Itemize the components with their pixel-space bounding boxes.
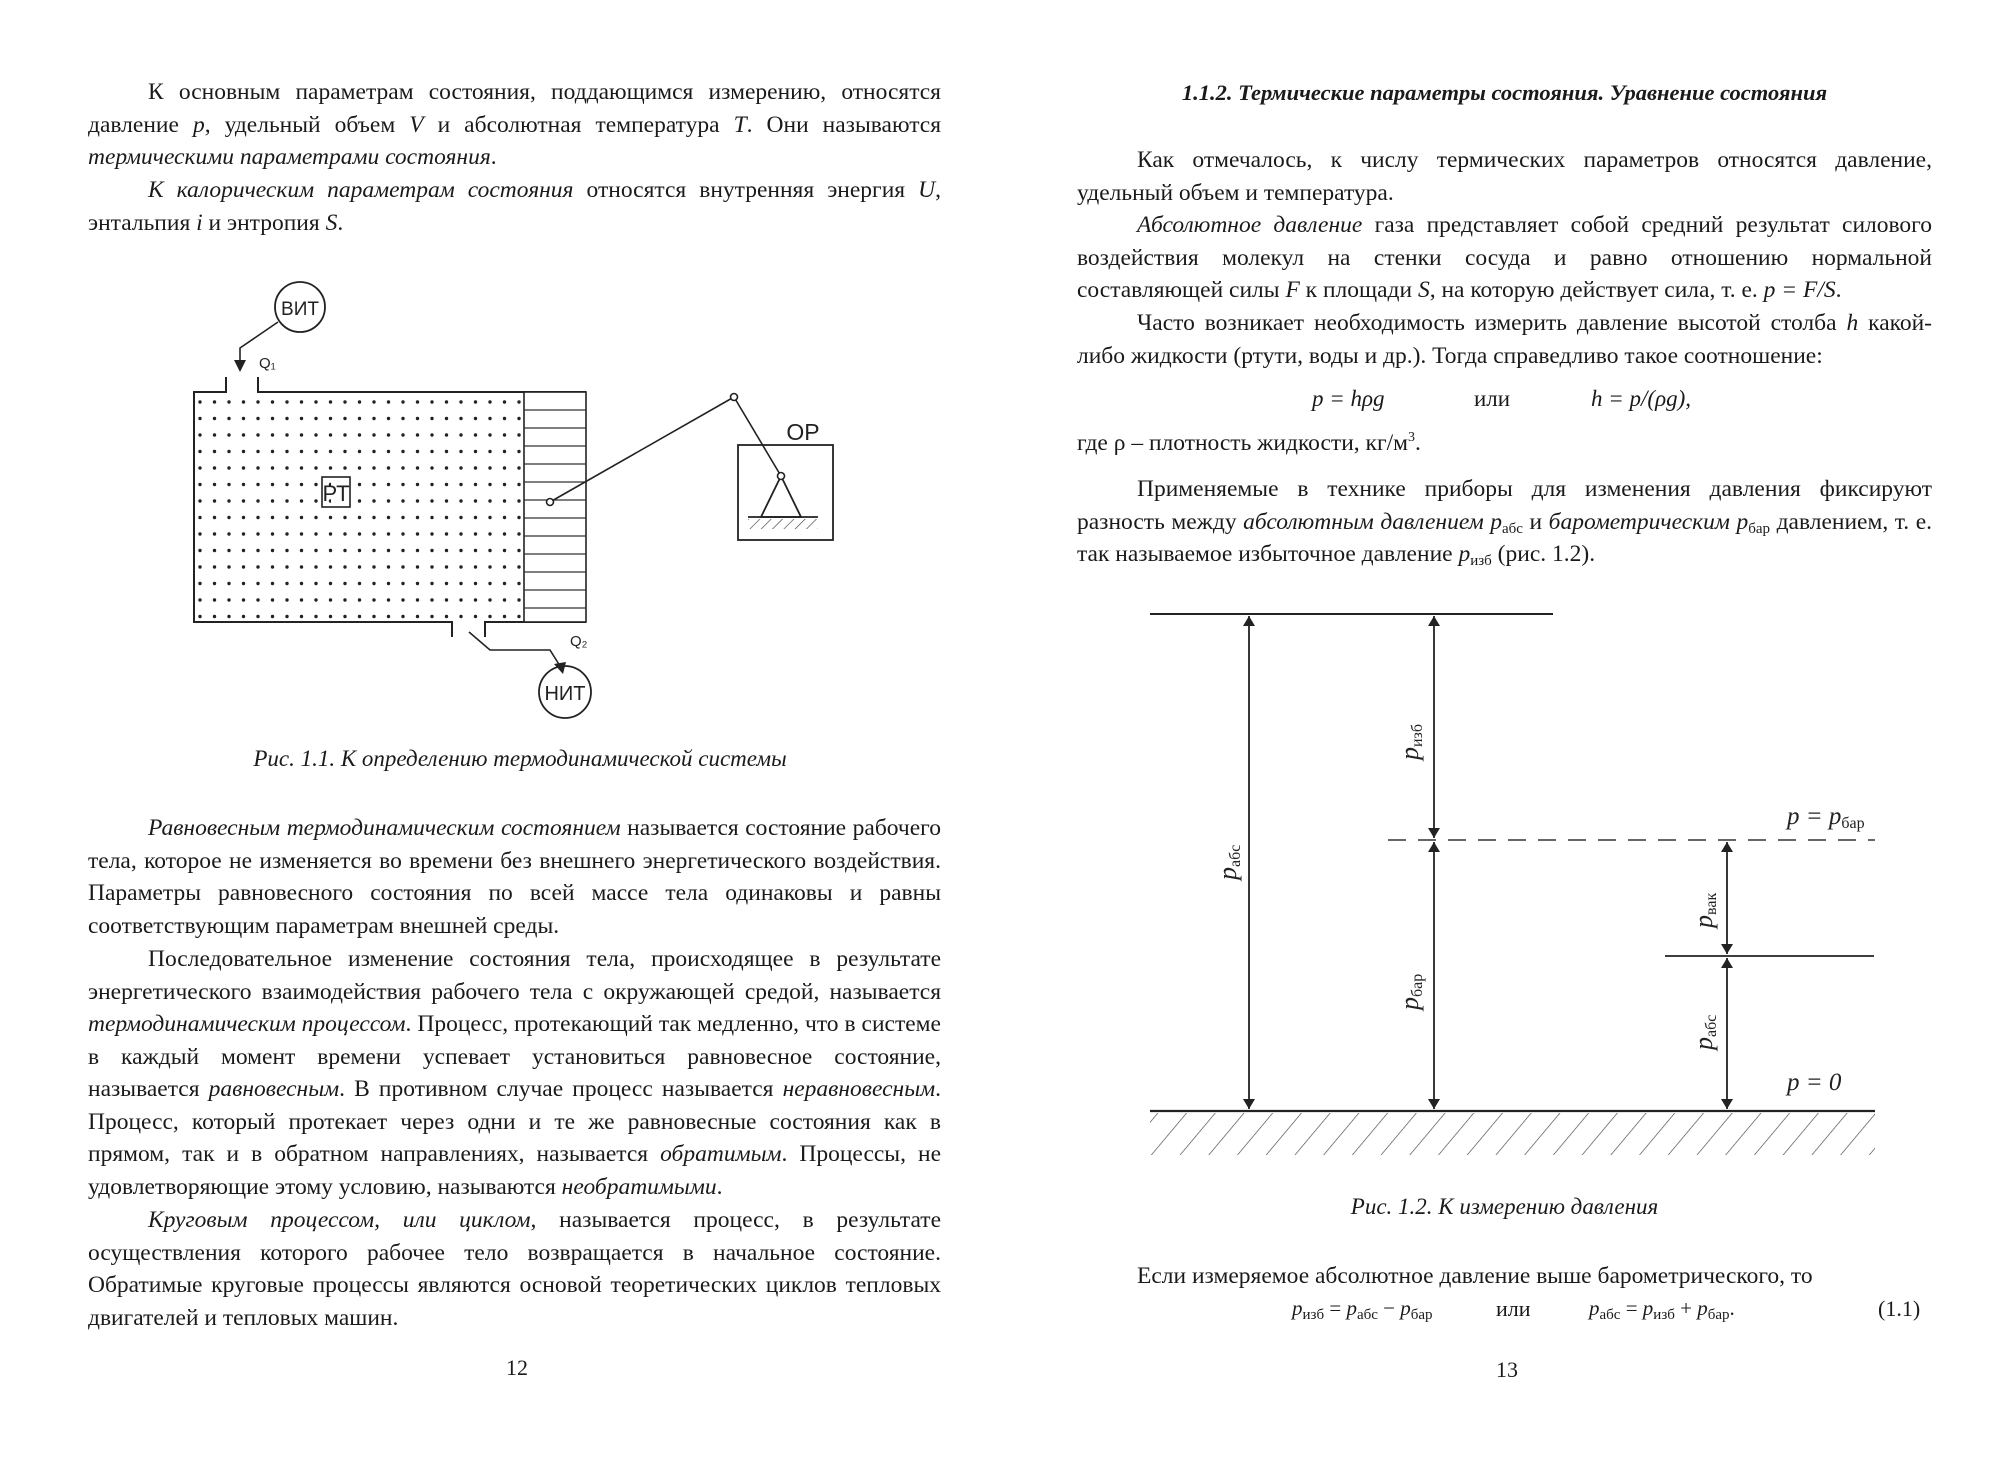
label-p-equals-zero: p = 0 <box>1787 1069 1842 1096</box>
paragraph-thermal-params: К основным параметрам состояния, поддающимся измерению, относятся давление p, удельный объем V и абсолютная температура T. Они называются термическими параметрами состояния. <box>88 79 941 170</box>
right-page <box>1000 0 2000 1470</box>
paragraph-caloric-params: К калорическим параметрам состояния относятся внутренняя энергия U, энтальпия i и энтропия S. <box>88 177 941 236</box>
page-number-right: 13 <box>1496 1357 1518 1382</box>
formula2-or: или <box>1496 1296 1531 1321</box>
paragraph-density: где ρ – плотность жидкости, $кг/м^3$. <box>1077 430 1421 456</box>
label-pabs-right: pабс <box>1689 1014 1720 1050</box>
formula-h-p-rhog: h = p/(ρg), <box>1591 386 1692 411</box>
paragraph-thermal-params-intro: Как отмечалось, к числу термических параметров относятся давление, удельный объем и температура. <box>1077 147 1932 206</box>
vit-label: ВИТ <box>281 299 319 320</box>
formula-or: или <box>1474 386 1511 411</box>
q2-arrow <box>469 632 560 666</box>
or-support <box>761 476 801 517</box>
working-body-area <box>196 395 524 621</box>
paragraph-cycle: Круговым процессом, или циклом, называется процесс, в результате осуществления которого рабочее тело возвращается в начальное состояние. Обратимые круговые процессы являются основой теоретических циклов тепловых двигателей и тепловых машин. <box>88 1207 942 1331</box>
figure-thermodynamic-system <box>0 0 1000 740</box>
paragraph-equilibrium-state: Равновесным термодинамическим состоянием называется состояние рабочего тела, которое не изменяется во времени без внешнего энергетического воздействия. Параметры равновесного состояния по всей массе тела одинаковы и равны соответствующим параметрам внешней среды. <box>88 815 941 939</box>
equation-number: (1.1) <box>1878 1296 1921 1321</box>
q2-label: Q₂ <box>570 633 588 650</box>
figure-pressure-measurement <box>1000 0 2000 1200</box>
paragraph-thermodynamic-process: Последовательное изменение состояния тела, происходящее в результате энергетического взаимодействия рабочего тела с окружающей средой, называется термодинамическим процессом. Процесс, протекающий так медленно, что в системе в каждый момент времени успевает установиться равновесное состояние, называется равновесным. В противном случае процесс называется неравновесным. Процесс, который протекает через одни и те же равновесные состояния как в прямом, так и в обратном направлениях, называется обратимым. Процессы, не удовлетворяющие этому условию, называются необратимыми. <box>88 946 941 1200</box>
q1-label: Q₁ <box>259 355 276 372</box>
ground-hatch <box>1150 1113 1875 1155</box>
formula-pabs: $p_{абс} = p_{изб} + p_{бар}$. <box>1589 1296 1735 1323</box>
label-pvak: pвак <box>1689 892 1720 928</box>
formula-pizb: $p_{изб} = p_{абс} - p_{бар}$ <box>1292 1296 1433 1323</box>
paragraph-gauge-pressure: Применяемые в технике приборы для изменения давления фиксируют разность между абсолютным давлением $p_{абс}$ и барометрическим $p_{бар}$ давлением, т. е. так называемое избыточное давление $p_{изб}$ (рис. 1.2). <box>1077 476 1933 569</box>
rt-label: РТ <box>322 481 350 506</box>
figure1-caption: Рис. 1.1. К определению термодинамической системы <box>253 746 787 771</box>
section-heading: 1.1.2. Термические параметры состояния. Уравнение состояния <box>1181 80 1828 105</box>
dimension-arrows <box>1249 616 1727 1109</box>
label-pizb: pизб <box>1395 723 1426 760</box>
figure2-caption: Рис. 1.2. К измерению давления <box>1350 1194 1659 1219</box>
nit-label: НИТ <box>544 683 586 705</box>
label-pbar: pбар <box>1395 973 1426 1010</box>
piston <box>524 392 586 622</box>
label-pabs: pабс <box>1213 844 1244 880</box>
or-label: ОР <box>786 419 820 445</box>
page-number-left: 12 <box>506 1355 528 1380</box>
formula-p-hrhog: p = hρg <box>1312 386 1385 411</box>
paragraph-liquid-column: Часто возникает необходимость измерить давление высотой столба h какой-либо жидкости (ртути, воды и др.). Тогда справедливо такое соотношение: <box>1077 310 1932 369</box>
paragraph-absolute-pressure: Абсолютное давление газа представляет собой средний результат силового воздействия молекул на стенки сосуда и равно отношению нормальной составляющей силы F к площади S, на которую действует сила, т. е. p = F/S. <box>1077 212 1932 303</box>
paragraph-condition: Если измеряемое абсолютное давление выше барометрического, то <box>1137 1263 1813 1289</box>
label-p-equals-pbar: p = pбар <box>1787 803 1865 832</box>
